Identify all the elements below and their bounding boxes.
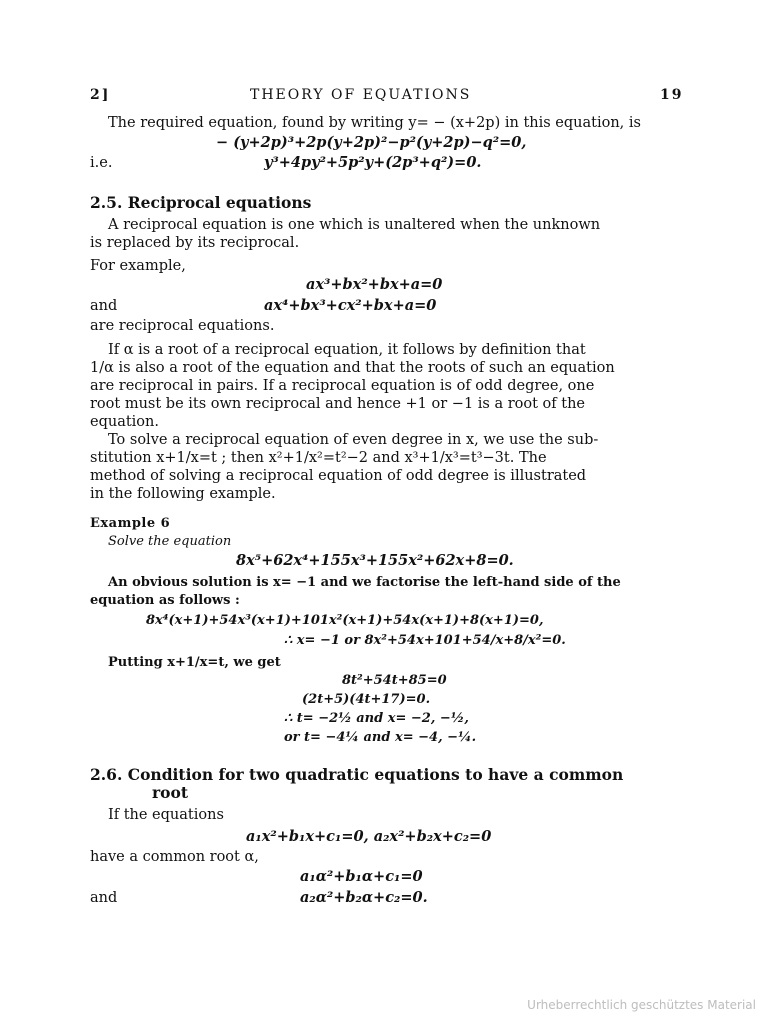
therefore-equation: ∴ x= −1 or 8x²+54x+101+54/x+8/x²=0. bbox=[284, 633, 566, 648]
ie-label: i.e. bbox=[90, 155, 113, 171]
reciprocal-equation-1: ax³+bx²+bx+a=0 bbox=[306, 276, 443, 293]
paragraph-line: root must be its own reciprocal and hence +1 or −1 is a root of the bbox=[90, 396, 585, 412]
example-title: Example 6 bbox=[90, 516, 171, 531]
section-heading-2-6-cont: root bbox=[152, 783, 189, 802]
t-equation-1: 8t²+54t+85=0 bbox=[342, 673, 447, 688]
reciprocal-equation-2: ax⁴+bx³+cx²+bx+a=0 bbox=[264, 297, 437, 314]
common-root-equation-2: a₂α²+b₂α+c₂=0. bbox=[300, 889, 428, 906]
and-label: and bbox=[90, 890, 118, 906]
paragraph-line: is replaced by its reciprocal. bbox=[90, 235, 300, 251]
t-solution-1: ∴ t= −2½ and x= −2, −½, bbox=[284, 711, 469, 726]
putting-text: Putting x+1/x=t, we get bbox=[108, 655, 281, 670]
common-root-equation-1: a₁α²+b₁α+c₁=0 bbox=[300, 868, 423, 885]
example-equation: 8x⁵+62x⁴+155x³+155x²+62x+8=0. bbox=[236, 552, 514, 569]
paragraph-line: A reciprocal equation is one which is unaltered when the unknown bbox=[108, 217, 601, 233]
paragraph-line: in the following example. bbox=[90, 486, 276, 502]
page-number: 19 bbox=[660, 87, 684, 103]
example-text: An obvious solution is x= −1 and we factorise the left-hand side of the bbox=[108, 575, 621, 590]
quadratic-pair-equation: a₁x²+b₁x+c₁=0, a₂x²+b₂x+c₂=0 bbox=[246, 828, 492, 845]
intro-equation-1: − (y+2p)³+2p(y+2p)²−p²(y+2p)−q²=0, bbox=[216, 134, 527, 151]
paragraph-line: are reciprocal in pairs. If a reciprocal equation is of odd degree, one bbox=[90, 378, 595, 394]
paragraph-line: stitution x+1/x=t ; then x²+1/x²=t²−2 and x³+1/x³=t³−3t. The bbox=[90, 450, 547, 466]
example-subtitle: Solve the equation bbox=[108, 534, 232, 549]
paragraph-line: If α is a root of a reciprocal equation, it follows by definition that bbox=[108, 342, 586, 358]
chapter-number: 2] bbox=[90, 87, 111, 103]
copyright-watermark: Urheberrechtlich geschütztes Material bbox=[527, 998, 756, 1012]
paragraph-line: To solve a reciprocal equation of even degree in x, we use the sub- bbox=[108, 432, 599, 448]
intro-text: The required equation, found by writing y= − (x+2p) in this equation, is bbox=[108, 115, 641, 131]
for-example-text: For example, bbox=[90, 258, 186, 274]
paragraph-line: If the equations bbox=[108, 807, 224, 823]
section-heading-2-6: 2.6. Condition for two quadratic equations to have a common bbox=[90, 765, 624, 784]
paragraph-line: method of solving a reciprocal equation of odd degree is illustrated bbox=[90, 468, 587, 484]
running-title: THEORY OF EQUATIONS bbox=[250, 87, 472, 103]
paragraph-line: equation. bbox=[90, 414, 159, 430]
intro-equation-2: y³+4py²+5p²y+(2p³+q²)=0. bbox=[264, 154, 482, 171]
section-heading-2-5: 2.5. Reciprocal equations bbox=[90, 193, 312, 212]
paragraph-line: have a common root α, bbox=[90, 849, 259, 865]
paragraph-line: are reciprocal equations. bbox=[90, 318, 275, 334]
t-solution-2: or t= −4¼ and x= −4, −¼. bbox=[284, 730, 477, 745]
and-label: and bbox=[90, 298, 118, 314]
paragraph-line: 1/α is also a root of the equation and that the roots of such an equation bbox=[90, 360, 615, 376]
example-text: equation as follows : bbox=[90, 593, 240, 608]
t-equation-2: (2t+5)(4t+17)=0. bbox=[302, 692, 431, 707]
factorised-equation: 8x⁴(x+1)+54x³(x+1)+101x²(x+1)+54x(x+1)+8(x+1)=0, bbox=[146, 613, 544, 628]
